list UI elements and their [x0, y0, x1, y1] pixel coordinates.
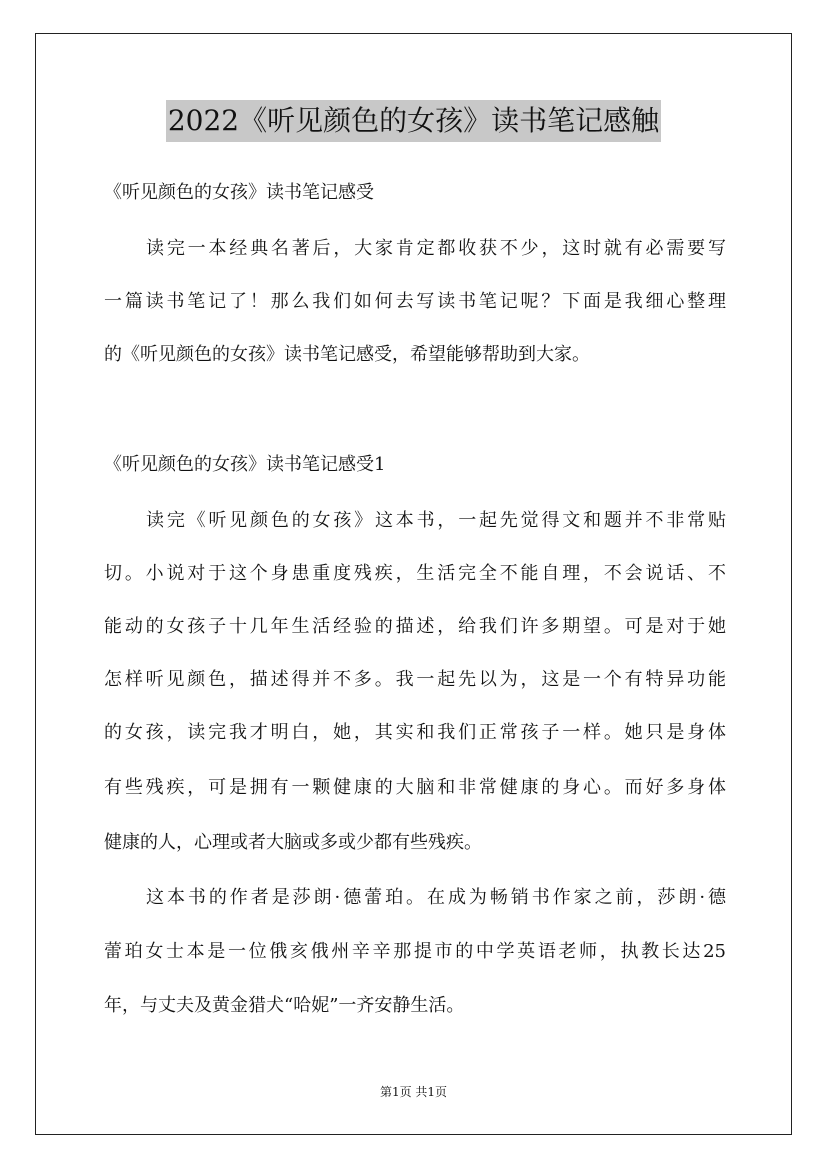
- intro-line: 的《听见颜色的女孩》读书笔记感受，希望能够帮助到大家。: [104, 344, 590, 365]
- paragraph-line: 能动的女孩子十几年生活经验的描述，给我们许多期望。可是对于她: [104, 616, 726, 637]
- intro-line: 读完一本经典名著后，大家肯定都收获不少，这时就有必需要写: [146, 238, 726, 259]
- intro-line: 一篇读书笔记了！那么我们如何去写读书笔记呢？下面是我细心整理: [104, 291, 726, 312]
- paragraph-line: 的女孩，读完我才明白，她，其实和我们正常孩子一样。她只是身体: [104, 722, 726, 743]
- page-footer: 第1页 共1页: [379, 1085, 448, 1099]
- paragraph-line: 蕾珀女士本是一位俄亥俄州辛辛那提市的中学英语老师，执教长达25: [104, 941, 726, 962]
- paragraph-line: 怎样听见颜色，描述得并不多。我一起先以为，这是一个有特异功能: [104, 669, 726, 690]
- paragraph-line: 有些残疾，可是拥有一颗健康的大脑和非常健康的身心。而好多身体: [104, 777, 726, 798]
- title-container: [0, 100, 827, 142]
- paragraph-line: 这本书的作者是莎朗·德蕾珀。在成为畅销书作家之前，莎朗·德: [146, 887, 726, 908]
- document-title: 2022《听见颜色的女孩》读书笔记感触: [166, 100, 661, 142]
- paragraph-line: 健康的人，心理或者大脑或多或少都有些残疾。: [104, 832, 482, 853]
- section-heading: 《听见颜色的女孩》读书笔记感受1: [104, 454, 386, 475]
- paragraph-line: 年，与丈夫及黄金猎犬“哈妮”一齐安静生活。: [104, 995, 465, 1016]
- paragraph-line: 读完《听见颜色的女孩》这本书，一起先觉得文和题并不非常贴: [146, 510, 726, 531]
- subtitle: 《听见颜色的女孩》读书笔记感受: [104, 182, 374, 203]
- paragraph-line: 切。小说对于这个身患重度残疾，生活完全不能自理，不会说话、不: [104, 563, 726, 584]
